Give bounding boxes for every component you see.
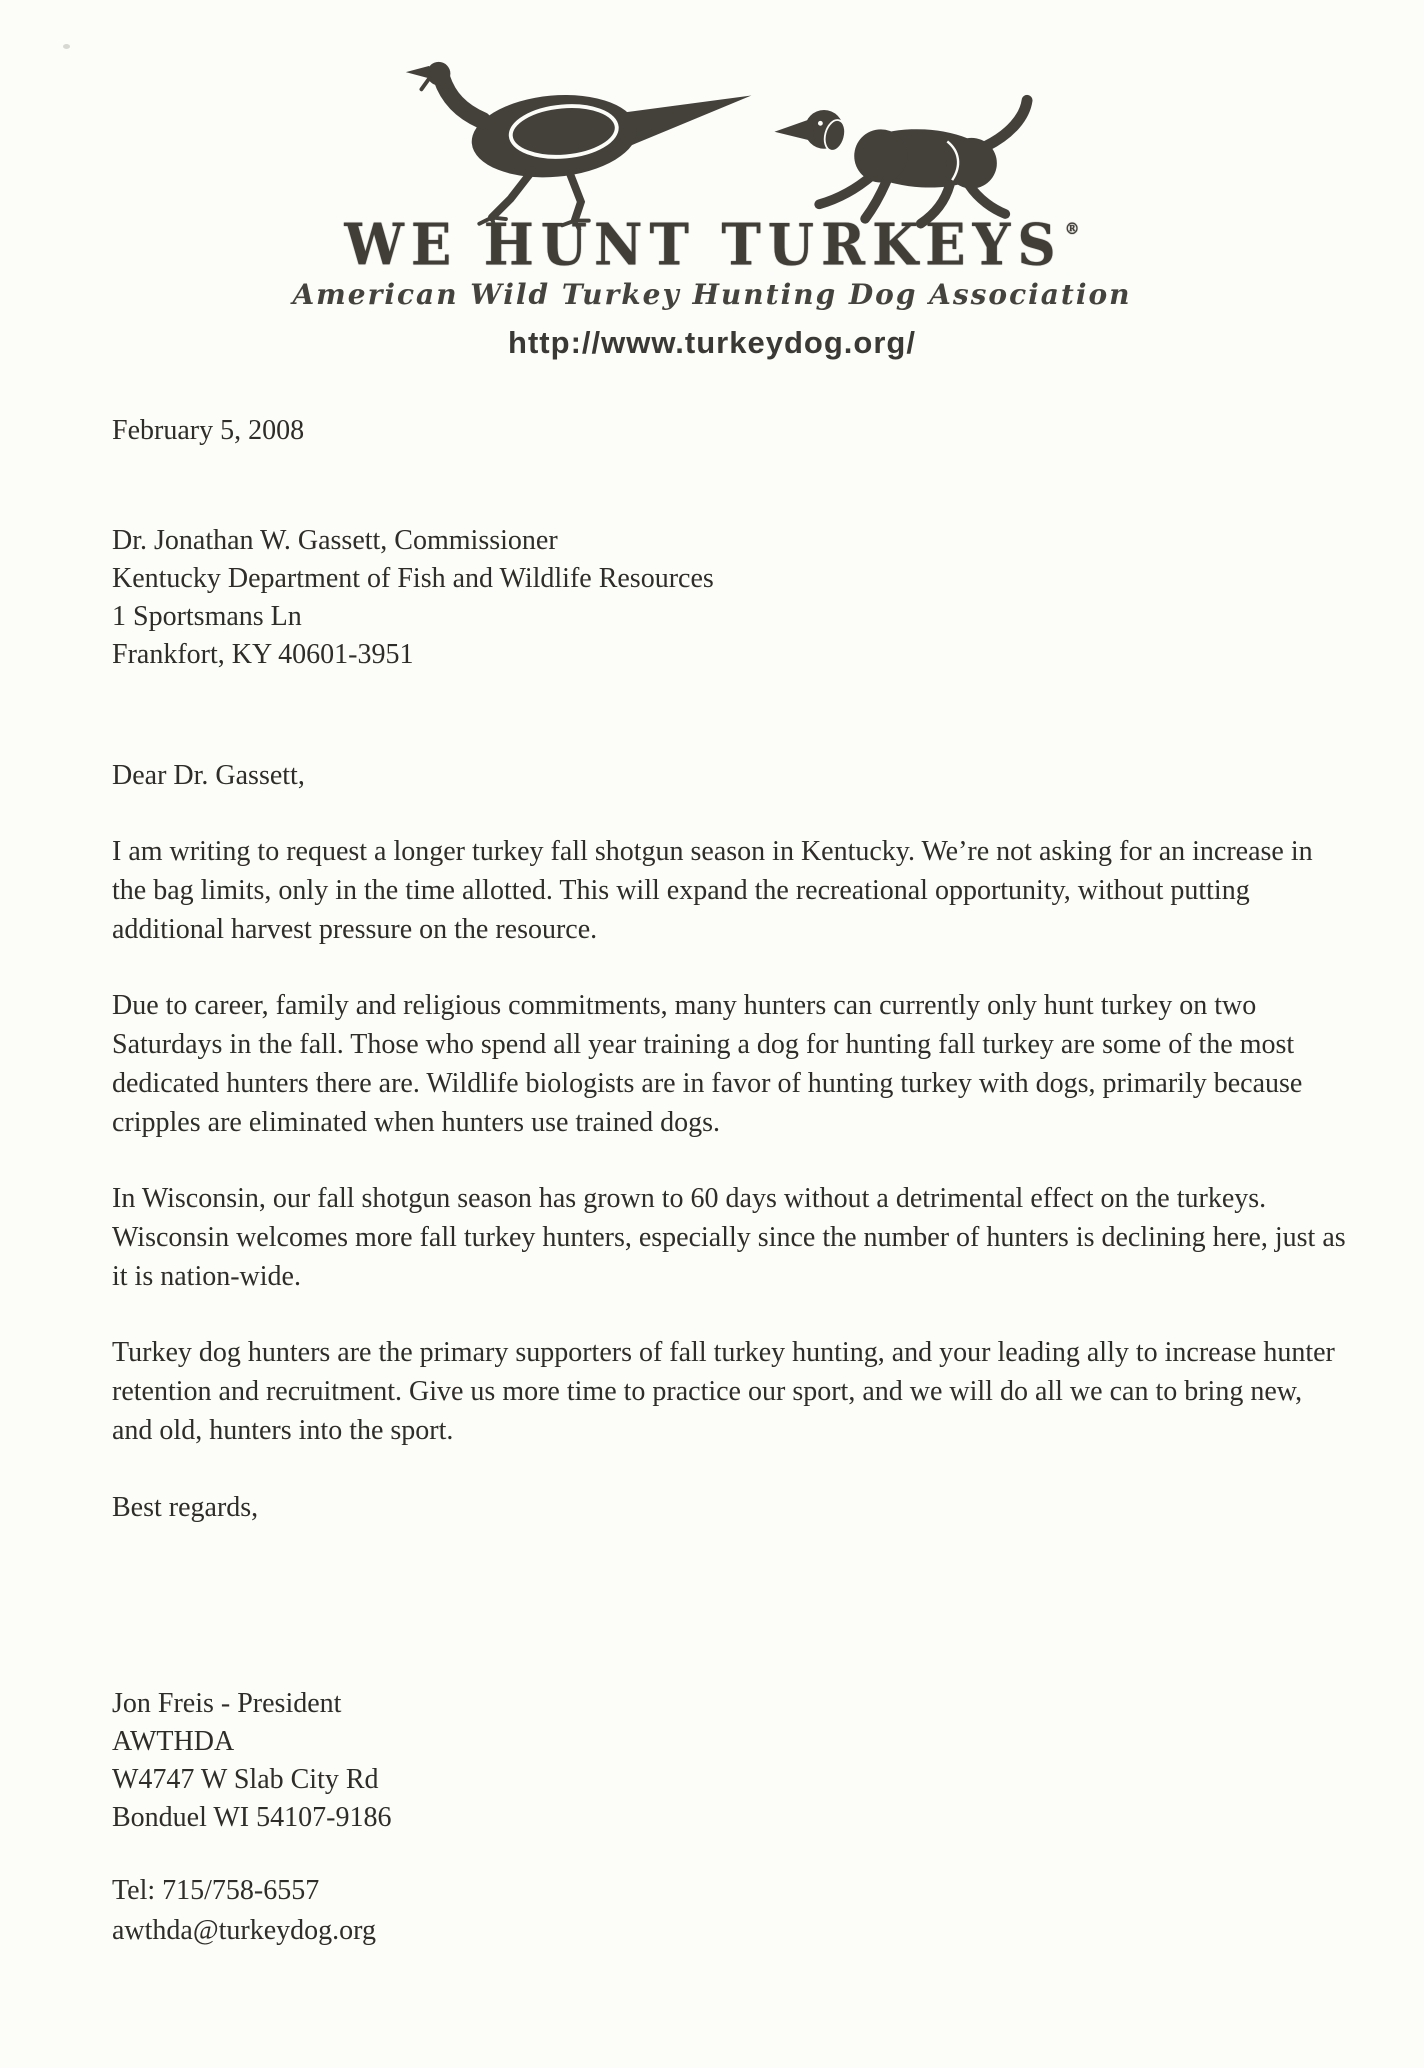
letter-paragraph: Turkey dog hunters are the primary supporters of fall turkey hunting, and your leading ally to increase hunter retention and recruitment. Give us more time to practice our sport, and we will do all we can to bring new, and old, hunters into the sport.	[112, 1337, 1335, 1446]
closing-line: Best regards,	[112, 1492, 259, 1523]
signer-city: Bonduel WI 54107-9186	[112, 1802, 392, 1833]
letterhead-logo-art	[380, 52, 1044, 230]
recipient-city-line: Frankfort, KY 40601-3951	[112, 639, 414, 670]
letter-date: February 5, 2008	[112, 415, 305, 446]
signer-name-title: Jon Freis - President	[112, 1688, 342, 1719]
turkey-icon	[380, 58, 760, 230]
org-logo-title-text: WE HUNT TURKEYS	[344, 211, 1063, 279]
dog-icon	[766, 94, 1044, 230]
signer-street: W4747 W Slab City Rd	[112, 1764, 379, 1795]
scan-artifact-speck	[63, 44, 70, 49]
contact-block	[112, 1871, 1346, 1951]
org-website-url: http://www.turkeydog.org/	[508, 325, 916, 360]
org-logo-title	[344, 212, 1079, 279]
contact-phone: Tel: 715/758-6557	[112, 1875, 320, 1906]
letter-paragraph: In Wisconsin, our fall shotgun season has grown to 60 days without a detrimental effect on the turkeys. Wisconsin welcomes more fall turkey hunters, especially since the number of hunters is declining here, just as it is nation-wide.	[112, 1183, 1346, 1292]
salutation: Dear Dr. Gassett,	[112, 760, 305, 791]
letter-paragraph: Due to career, family and religious commitments, many hunters can currently only hunt turkey on two Saturdays in the fall. Those who spend all year training a dog for hunting fall turkey are some of the most dedicated hunters there are. Wildlife biologists are in favor of hunting turkey with dogs, primarily because cripples are eliminated when hunters use trained dogs.	[112, 990, 1303, 1138]
signer-org: AWTHDA	[112, 1726, 235, 1757]
recipient-org-line: Kentucky Department of Fish and Wildlife Resources	[112, 563, 714, 594]
registered-trademark-icon: ®	[1064, 219, 1080, 239]
letter-paragraph: I am writing to request a longer turkey fall shotgun season in Kentucky. We’re not asking for an increase in the bag limits, only in the time allotted. This will expand the recreational opportunity, without putting additional harvest pressure on the resource.	[112, 836, 1313, 945]
contact-email: awthda@turkeydog.org	[112, 1915, 376, 1946]
org-tagline: American Wild Turkey Hunting Dog Association	[292, 278, 1132, 311]
recipient-address-block	[112, 522, 1346, 674]
letterhead	[0, 0, 1424, 361]
letter-body	[0, 411, 1424, 1951]
recipient-street-line: 1 Sportsmans Ln	[112, 601, 302, 632]
recipient-name-line: Dr. Jonathan W. Gassett, Commissioner	[112, 525, 558, 556]
signature-block	[112, 1685, 1346, 1837]
